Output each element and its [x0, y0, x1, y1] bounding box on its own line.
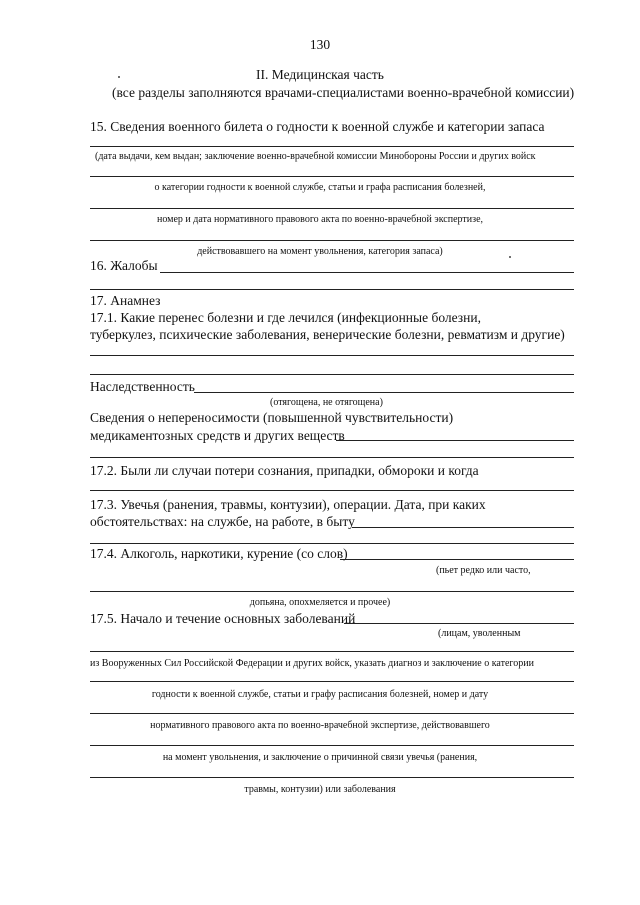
section-subtitle: (все разделы заполняются врачами-специалистами военно-врачебной комиссии): [112, 85, 575, 100]
complaints-field-1[interactable]: [160, 272, 574, 273]
item15-field-3[interactable]: [90, 208, 574, 209]
heredity-label: Наследственность: [90, 379, 195, 394]
main-diseases-field-3[interactable]: [90, 681, 574, 682]
habits-hint-1: (пьет редко или часто,: [436, 565, 531, 576]
intolerance-field-2[interactable]: [90, 457, 574, 458]
item17-3-line2: обстоятельствах: на службе, на работе, в быту: [90, 514, 355, 529]
injuries-field-2[interactable]: [90, 543, 574, 544]
item15-hint-1: (дата выдачи, кем выдан; заключение военно-врачебной комиссии Минобороны России и других войск: [95, 151, 536, 162]
diseases-field-1[interactable]: [90, 355, 574, 356]
scan-speck: [118, 76, 120, 78]
intolerance-line1: Сведения о непереносимости (повышенной чувствительности): [90, 410, 454, 425]
habits-hint-2: допьяна, опохмеляется и прочее): [249, 597, 391, 608]
item17-4-label: 17.4. Алкоголь, наркотики, курение (со слов): [90, 546, 348, 561]
item15-hint-2: о категории годности к военной службе, статьи и графа расписания болезней,: [154, 182, 486, 193]
habits-field-1[interactable]: [340, 559, 574, 560]
injuries-field-1[interactable]: [352, 527, 574, 528]
item15-label: 15. Сведения военного билета о годности к военной службе и категории запаса: [90, 119, 545, 134]
seizures-field[interactable]: [90, 490, 574, 491]
item17-5-label: 17.5. Начало и течение основных заболеваний: [90, 611, 356, 626]
item15-hint-3: номер и дата нормативного правового акта по военно-врачебной экспертизе,: [156, 214, 484, 225]
main-diseases-hint-6: травмы, контузии) или заболевания: [244, 784, 396, 795]
main-diseases-hint-5: на момент увольнения, и заключение о причинной связи увечья (ранения,: [162, 752, 478, 763]
item15-field-4[interactable]: [90, 240, 574, 241]
main-diseases-field-2[interactable]: [90, 651, 574, 652]
main-diseases-hint-4: нормативного правового акта по военно-врачебной экспертизе, действовавшего: [150, 720, 490, 731]
heredity-field[interactable]: [194, 392, 574, 393]
item15-field-2[interactable]: [90, 176, 574, 177]
page-number: 130: [309, 37, 331, 52]
main-diseases-field-6[interactable]: [90, 777, 574, 778]
item17-1-line2: туберкулез, психические заболевания, венерические болезни, ревматизм и другие): [90, 327, 565, 342]
diseases-field-2[interactable]: [90, 374, 574, 375]
main-diseases-field-5[interactable]: [90, 745, 574, 746]
item17-3-line1: 17.3. Увечья (ранения, травмы, контузии), операции. Дата, при каких: [90, 497, 486, 512]
main-diseases-hint-1: (лицам, уволенным: [438, 628, 521, 639]
item15-hint-4: действовавшего на момент увольнения, категория запаса): [197, 246, 443, 257]
item15-field-1[interactable]: [90, 146, 574, 147]
heredity-hint: (отягощена, не отягощена): [270, 397, 383, 408]
scan-speck: [509, 256, 511, 258]
item16-label: 16. Жалобы: [90, 258, 158, 273]
item17-label: 17. Анамнез: [90, 293, 161, 308]
intolerance-line2: медикаментозных средств и других веществ: [90, 428, 345, 443]
item17-2-label: 17.2. Были ли случаи потери сознания, припадки, обмороки и когда: [90, 463, 479, 478]
main-diseases-hint-2: из Вооруженных Сил Российской Федерации и других войск, указать диагноз и заключение о категории: [90, 658, 534, 669]
main-diseases-field-4[interactable]: [90, 713, 574, 714]
item17-1-line1: 17.1. Какие перенес болезни и где лечился (инфекционные болезни,: [90, 310, 481, 325]
intolerance-field-1[interactable]: [336, 440, 574, 441]
main-diseases-field-1[interactable]: [344, 623, 574, 624]
section-title: II. Медицинская часть: [256, 67, 384, 82]
complaints-field-2[interactable]: [90, 289, 574, 290]
habits-field-2[interactable]: [90, 591, 574, 592]
main-diseases-hint-3: годности к военной службе, статьи и графу расписания болезней, номер и дату: [151, 689, 489, 700]
